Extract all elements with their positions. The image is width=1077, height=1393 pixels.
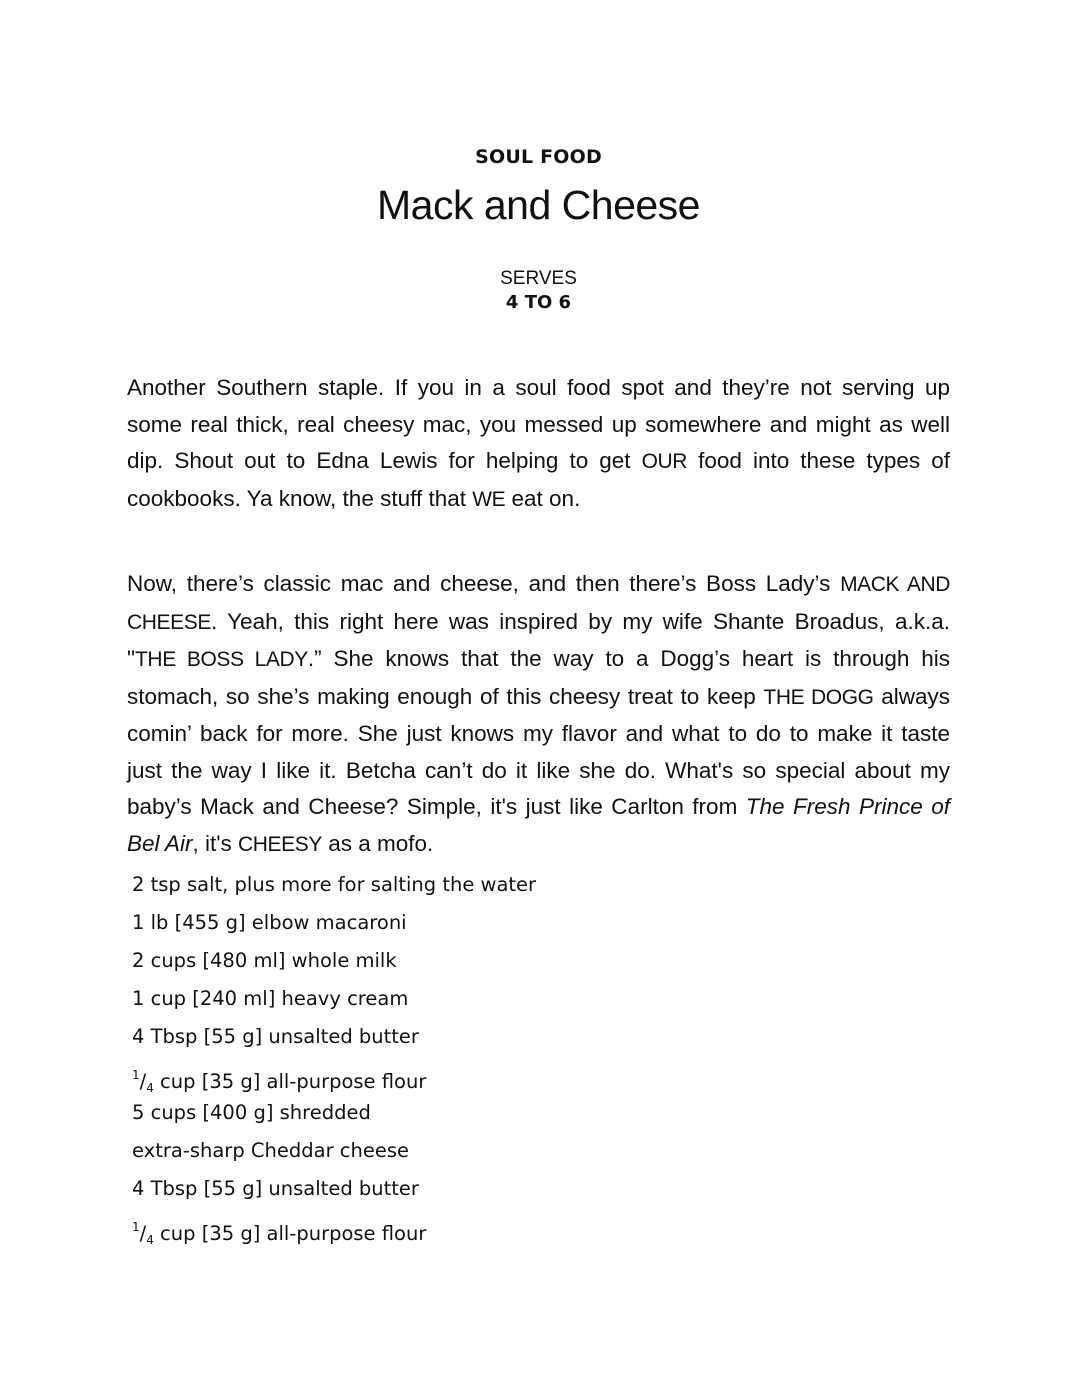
serves-label: SERVES — [500, 268, 577, 289]
ingredient-item — [132, 980, 536, 1018]
recipe-title: Mack and Cheese — [377, 182, 700, 228]
ingredient-item — [132, 1094, 536, 1132]
text-run: always comin’ back for more. She just knows my flavor and what to do to make it taste just the way I like it. Betcha can’t do it like she do. What's so special about my baby’s Mack and Cheese? Simple, it's just like Carlton from — [127, 683, 950, 819]
intro-paragraph-1 — [127, 370, 950, 518]
ingredient-item — [132, 1018, 536, 1056]
show-title: The Fresh Prince of Bel Air — [127, 794, 951, 856]
intro-paragraph-2 — [127, 566, 950, 863]
emphasis-text: MACK AND CHEESE — [127, 573, 950, 634]
emphasis-text: CHEESY — [238, 832, 322, 856]
text-run: , it's — [192, 830, 238, 856]
ingredient-text: 1 cup [240 ml] heavy cream — [132, 987, 409, 1010]
recipe-category: SOUL FOOD — [475, 146, 602, 168]
ingredient-text: cup [35 g] all-purpose flour — [153, 1070, 427, 1093]
ingredient-text: 4 Tbsp [55 g] unsalted butter — [132, 1025, 419, 1048]
ingredient-text: 2 tsp salt, plus more for salting the water — [132, 873, 537, 896]
text-run: . Yeah, this right here was inspired by my wife Shante Broadus, a.k.a. " — [127, 608, 950, 671]
ingredient-list — [132, 866, 536, 1246]
emphasis-text: WE — [472, 487, 506, 511]
ingredient-item — [132, 1170, 536, 1208]
text-run: eat on. — [505, 485, 581, 511]
fraction-denominator: 4 — [146, 1233, 154, 1247]
ingredient-text: 5 cups [400 g] shredded — [132, 1101, 371, 1124]
emphasis-text: OUR — [641, 450, 688, 473]
ingredient-item — [132, 1132, 536, 1170]
emphasis-text: THE DOGG — [763, 685, 874, 709]
fraction-numerator: 1 — [132, 1068, 140, 1082]
fraction-denominator: 4 — [146, 1081, 154, 1095]
ingredient-item — [132, 942, 536, 980]
text-run: Another Southern staple. If you in a soul food spot and they’re not serving up some real thick, real cheesy mac, you messed up somewhere and might as well dip. Shout out to Edna Lewis for helping to get — [127, 375, 950, 473]
fraction-numerator: 1 — [132, 1220, 140, 1234]
ingredient-text: 4 Tbsp [55 g] unsalted butter — [132, 1177, 419, 1200]
ingredient-item — [132, 904, 536, 942]
ingredient-text: extra-sharp Cheddar cheese — [132, 1139, 410, 1162]
ingredient-text: 2 cups [480 ml] whole milk — [132, 949, 397, 972]
text-run: .” She knows that the way to a Dogg’s heart is through his stomach, so she’s making enough of this cheesy treat to keep — [127, 646, 950, 709]
ingredient-item: $^1/_4$ cup [35 g] all-purpose flour — [132, 1068, 427, 1095]
text-run: food into these types of cookbooks. Ya know, the stuff that — [127, 448, 950, 511]
emphasis-text: THE BOSS LADY — [135, 648, 308, 671]
serves-value: 4 TO 6 — [505, 292, 572, 313]
ingredient-text: cup [35 g] all-purpose flour — [153, 1222, 427, 1245]
text-run: as a mofo. — [321, 830, 434, 856]
ingredient-item: $^1/_4$ cup [35 g] all-purpose flour — [132, 1220, 427, 1247]
ingredient-text: 1 lb [455 g] elbow macaroni — [132, 911, 407, 934]
text-run: Now, there’s classic mac and cheese, and then there’s Boss Lady’s — [127, 571, 841, 596]
ingredient-item — [132, 866, 536, 904]
